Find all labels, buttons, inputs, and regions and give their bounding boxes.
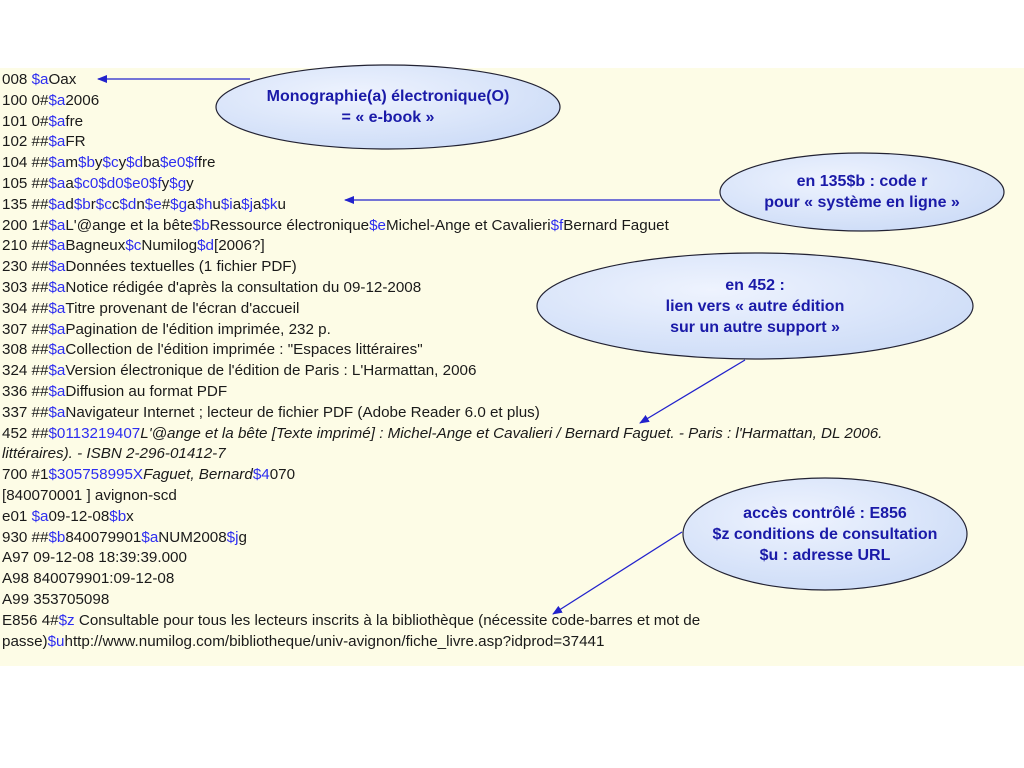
- field-text: Consultable pour tous les lecteurs inscrits à la bibliothèque (nécessite code-barres et mot de: [74, 611, 701, 629]
- field-text: Pagination de l'édition imprimée, 232 p.: [65, 320, 331, 338]
- field-text: Navigateur Internet ; lecteur de fichier PDF (Adobe Reader 6.0 et plus): [65, 403, 540, 421]
- field-text: fre: [65, 112, 84, 130]
- subfield-code: $z: [58, 611, 75, 629]
- callout-452-line: sur un autre support »: [670, 318, 840, 336]
- subfield-code: $f: [149, 174, 162, 192]
- field-text: 200 1#: [2, 216, 49, 234]
- field-text: 930 ##: [2, 528, 49, 546]
- field-text: y: [118, 154, 127, 172]
- field-text: Oax: [48, 71, 77, 88]
- field-text: L'@ange et la bête: [65, 216, 193, 234]
- callout-135-line: en 135$b : code r: [796, 173, 928, 190]
- field-text: FR: [65, 133, 86, 151]
- field-text: #: [161, 195, 171, 213]
- subfield-code: $0113219407: [48, 424, 141, 442]
- callout-ebook: [216, 65, 560, 149]
- subfield-code: $c: [125, 237, 142, 255]
- field-text: 700 #1: [2, 466, 49, 484]
- subfield-code: $d: [197, 237, 214, 255]
- field-text: http://www.numilog.com/bibliotheque/univ-avignon/fiche_livre.asp?idprod=37441: [64, 632, 605, 650]
- subfield-code: $a: [48, 154, 66, 172]
- field-text: Version électronique de l'édition de Paris : L'Harmattan, 2006: [65, 362, 477, 380]
- callout-452: [537, 253, 973, 359]
- subfield-code: $a: [48, 278, 66, 296]
- field-text: L'@ange et la bête [Texte imprimé] : Michel-Ange et Cavalieri / Bernard Faguet. - Paris : l'Harmattan, DL 2006.: [140, 424, 883, 442]
- field-text: 303 ##: [2, 278, 49, 296]
- field-text: x: [126, 507, 134, 525]
- subfield-code: $a: [48, 299, 66, 317]
- field-text: 307 ##: [2, 320, 49, 338]
- field-text: Données textuelles (1 fichier PDF): [65, 258, 297, 276]
- subfield-code: $a: [48, 91, 66, 109]
- callout-135: [720, 153, 1004, 231]
- field-text: A98 840079901:09-12-08: [2, 570, 175, 588]
- field-text: passe): [2, 632, 48, 650]
- field-text: 336 ##: [2, 382, 49, 400]
- field-text: 102 ##: [2, 133, 49, 151]
- subfield-code: $a: [48, 216, 66, 234]
- callout-e856-line: $z conditions de consultation: [712, 525, 938, 543]
- field-text: y: [186, 174, 194, 192]
- field-text: 09-12-08: [48, 507, 110, 525]
- field-text: m: [65, 154, 79, 172]
- subfield-code: $e0: [123, 174, 149, 192]
- subfield-code: $u: [47, 632, 65, 650]
- field-text: 135 ##: [2, 195, 49, 213]
- subfield-code: $i: [220, 195, 233, 213]
- subfield-code: $b: [78, 154, 95, 172]
- callout-e856-line: $u : adresse URL: [759, 546, 891, 564]
- field-text: a: [252, 195, 262, 213]
- subfield-code: $a: [48, 237, 66, 255]
- subfield-code: $a: [31, 507, 49, 525]
- subfield-code: $b: [73, 195, 91, 213]
- arrow-452: [640, 360, 745, 423]
- subfield-code: $a: [48, 382, 66, 400]
- field-text: 2006: [65, 91, 100, 109]
- subfield-code: $305758995X: [48, 466, 144, 484]
- subfield-code: $c0: [73, 174, 99, 192]
- callout-135-line: pour « système en ligne »: [764, 194, 960, 211]
- subfield-code: $c: [102, 154, 119, 172]
- subfield-code: $a: [48, 174, 66, 192]
- callout-452-line: lien vers « autre édition: [665, 297, 845, 315]
- field-text: Bagneux: [65, 237, 126, 255]
- field-text: Diffusion au format PDF: [65, 382, 228, 400]
- field-text: 104 ##: [2, 154, 49, 172]
- subfield-code: $f: [185, 154, 198, 172]
- subfield-code: $a: [48, 320, 66, 338]
- subfield-code: $g: [169, 174, 187, 192]
- field-text: 230 ##: [2, 258, 49, 276]
- field-text: [2006?]: [214, 237, 265, 255]
- subfield-code: $j: [241, 195, 253, 213]
- subfield-code: $a: [48, 258, 66, 276]
- field-text: NUM2008: [158, 528, 227, 546]
- field-text: 308 ##: [2, 341, 49, 359]
- field-text: A99 353705098: [2, 590, 110, 608]
- field-text: 210 ##: [2, 237, 49, 255]
- field-text: Bernard Faguet: [563, 216, 669, 234]
- field-text: 324 ##: [2, 362, 49, 380]
- subfield-code: $a: [48, 341, 66, 359]
- field-text: littéraires). - ISBN 2-296-01412-7: [2, 445, 226, 463]
- field-text: n: [136, 195, 145, 213]
- subfield-code: $h: [195, 195, 213, 213]
- field-text: 008: [2, 71, 32, 88]
- subfield-code: $e: [369, 216, 386, 234]
- field-text: a: [187, 195, 196, 213]
- field-text: [840070001 ] avignon-scd: [2, 486, 177, 504]
- arrow-e856: [553, 532, 682, 614]
- field-text: Michel-Ange et Cavalieri: [386, 216, 551, 234]
- field-text: fre: [197, 154, 216, 172]
- field-text: c: [111, 195, 120, 213]
- subfield-code: $b: [192, 216, 210, 234]
- subfield-code: $g: [170, 195, 188, 213]
- subfield-code: $4: [252, 466, 270, 484]
- subfield-code: $a: [48, 362, 66, 380]
- field-text: 452 ##: [2, 424, 49, 442]
- field-text: 100 0#: [2, 91, 49, 109]
- subfield-code: $d0: [98, 174, 124, 192]
- callout-ebook-line: Monographie(a) électronique(O): [266, 88, 510, 105]
- subfield-code: $a: [141, 528, 159, 546]
- field-text: y: [94, 154, 103, 172]
- field-text: u: [277, 195, 286, 213]
- field-text: ba: [143, 154, 160, 172]
- field-text: Numilog: [141, 237, 198, 255]
- field-text: E856 4#: [2, 611, 59, 629]
- field-text: 840079901: [65, 528, 142, 546]
- field-text: Notice rédigée d'après la consultation du 09-12-2008: [65, 278, 422, 296]
- subfield-code: $c: [95, 195, 112, 213]
- field-text: r: [90, 195, 96, 213]
- subfield-code: $a: [48, 133, 66, 151]
- field-text: A97 09-12-08 18:39:39.000: [2, 549, 187, 567]
- subfield-code: $a: [48, 403, 66, 421]
- subfield-code: $a: [31, 71, 49, 88]
- field-text: u: [212, 195, 221, 213]
- subfield-code: $a: [48, 112, 66, 130]
- field-text: y: [161, 174, 170, 192]
- subfield-code: $k: [261, 195, 278, 213]
- field-text: 105 ##: [2, 174, 49, 192]
- callout-e856: [683, 478, 967, 590]
- field-text: 070: [269, 466, 296, 484]
- subfield-code: $a: [48, 195, 66, 213]
- subfield-code: $b: [109, 507, 127, 525]
- field-text: Titre provenant de l'écran d'accueil: [65, 299, 300, 317]
- subfield-code: $j: [226, 528, 239, 546]
- field-text: e01: [2, 507, 32, 525]
- field-text: a: [65, 174, 74, 192]
- subfield-code: $b: [48, 528, 66, 546]
- subfield-code: $e0: [159, 154, 186, 172]
- field-text: Collection de l'édition imprimée : "Espaces littéraires": [65, 341, 423, 359]
- field-text: 304 ##: [2, 299, 49, 317]
- field-text: g: [238, 528, 247, 546]
- field-text: 337 ##: [2, 403, 49, 421]
- field-text: d: [65, 195, 74, 213]
- subfield-code: $d: [119, 195, 137, 213]
- field-text: a: [232, 195, 242, 213]
- field-text: 101 0#: [2, 112, 49, 130]
- subfield-code: $e: [144, 195, 162, 213]
- callout-e856-line: accès contrôlé : E856: [743, 504, 907, 522]
- subfield-code: $d: [126, 154, 144, 172]
- callout-452-line: en 452 :: [725, 276, 785, 294]
- field-text: Faguet, Bernard: [143, 466, 253, 484]
- callout-ebook-line: = « e-book »: [341, 109, 435, 126]
- field-text: Ressource électronique: [209, 216, 370, 234]
- subfield-code: $f: [550, 216, 564, 234]
